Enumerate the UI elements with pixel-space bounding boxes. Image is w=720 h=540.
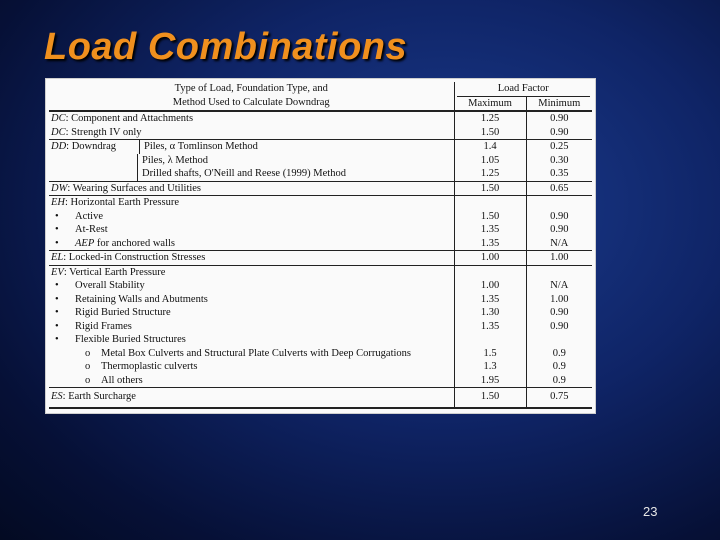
max-value: 1.35 bbox=[454, 320, 526, 334]
header-maximum: Maximum bbox=[454, 97, 526, 112]
load-code: DW bbox=[51, 182, 68, 194]
table-row-ev-overall-stability bbox=[49, 279, 592, 293]
bullet-icon: • bbox=[55, 224, 59, 235]
page-number: 23 bbox=[643, 504, 658, 519]
load-factor-table-image bbox=[45, 78, 596, 414]
load-label: : Strength IV only bbox=[65, 126, 142, 138]
downdrag-method: Piles, α Tomlinson Method bbox=[144, 141, 258, 152]
table-row-eh-active bbox=[49, 210, 592, 224]
load-code: EH bbox=[51, 197, 65, 208]
item-label: At-Rest bbox=[75, 224, 108, 235]
max-value: 1.25 bbox=[454, 111, 526, 126]
header-minimum: Minimum bbox=[526, 97, 592, 112]
load-code: ES bbox=[51, 391, 63, 402]
load-label: : Vertical Earth Pressure bbox=[63, 266, 166, 278]
min-value: 0.65 bbox=[526, 181, 592, 196]
table-row-dc-component bbox=[49, 111, 592, 126]
load-code: DC bbox=[51, 126, 66, 138]
min-value: 0.9 bbox=[526, 374, 592, 388]
bullet-icon: • bbox=[55, 210, 59, 222]
load-code: EV bbox=[51, 266, 64, 278]
max-value: 1.35 bbox=[454, 237, 526, 251]
max-value: 1.35 bbox=[454, 293, 526, 307]
max-value: 1.50 bbox=[454, 126, 526, 140]
bullet-icon: • bbox=[55, 237, 59, 249]
table-row-ev-thermoplastic bbox=[49, 360, 592, 374]
bullet-icon: • bbox=[55, 293, 59, 305]
max-value: 1.50 bbox=[454, 388, 526, 408]
max-value: 1.95 bbox=[454, 374, 526, 388]
table-row-dd-drilled-shafts bbox=[49, 167, 592, 181]
item-label: All others bbox=[101, 374, 143, 386]
table-row-ev-flexible-buried bbox=[49, 333, 592, 347]
downdrag-method: Drilled shafts, O'Neill and Reese (1999) Method bbox=[142, 168, 346, 179]
bullet-icon: • bbox=[55, 307, 59, 318]
table-row-ev-rigid-buried bbox=[49, 306, 592, 320]
table-row-ev-heading bbox=[49, 265, 592, 279]
table-row-eh-aep bbox=[49, 237, 592, 251]
load-label: : Component and Attachments bbox=[65, 113, 194, 124]
item-label: Retaining Walls and Abutments bbox=[75, 293, 208, 305]
item-label: Overall Stability bbox=[75, 280, 145, 291]
min-value: 0.90 bbox=[526, 126, 592, 140]
item-label: Flexible Buried Structures bbox=[75, 334, 186, 345]
table-row-el bbox=[49, 251, 592, 266]
min-value: 0.90 bbox=[550, 210, 569, 222]
max-value: 1.30 bbox=[454, 306, 526, 320]
sub-bullet-icon: o bbox=[85, 374, 91, 386]
min-value: 0.90 bbox=[550, 113, 569, 124]
item-code: AEP bbox=[75, 237, 95, 249]
max-value: 1.00 bbox=[454, 279, 526, 293]
min-value: 0.90 bbox=[550, 224, 569, 235]
item-label: for anchored walls bbox=[94, 237, 176, 249]
header-left-line-2: Method Used to Calculate Downdrag bbox=[172, 96, 330, 108]
load-label: : Downdrag bbox=[66, 141, 117, 152]
table-row-dd-lambda bbox=[49, 154, 592, 168]
max-value: 1.25 bbox=[454, 167, 526, 181]
max-value: 1.3 bbox=[454, 360, 526, 374]
max-value: 1.35 bbox=[454, 223, 526, 237]
table-row-dd-tomlinson bbox=[49, 140, 592, 154]
table-row-eh-at-rest bbox=[49, 223, 592, 237]
item-label: Metal Box Culverts and Structural Plate Culverts with Deep Corrugations bbox=[101, 347, 411, 359]
max-value: 1.5 bbox=[454, 347, 526, 361]
min-value: 1.00 bbox=[550, 293, 569, 305]
header-left-line-1: Type of Load, Foundation Type, and bbox=[174, 83, 328, 94]
table-row-ev-metal-box bbox=[49, 347, 592, 361]
load-code: EL bbox=[51, 252, 64, 263]
sub-bullet-icon: o bbox=[85, 347, 91, 359]
item-label: Rigid Buried Structure bbox=[75, 307, 171, 318]
load-label: : Earth Surcharge bbox=[62, 391, 136, 402]
item-label: Active bbox=[75, 210, 103, 222]
downdrag-method: Piles, λ Method bbox=[142, 154, 209, 166]
load-label: : Locked-in Construction Stresses bbox=[63, 252, 206, 263]
slide-title: Load Combinations bbox=[44, 26, 408, 68]
table-header-row-top bbox=[49, 82, 592, 97]
max-value: 1.50 bbox=[454, 210, 526, 224]
table-row-dc-strength bbox=[49, 126, 592, 140]
header-type-of-load bbox=[49, 82, 454, 111]
table-row-ev-rigid-frames bbox=[49, 320, 592, 334]
sub-bullet-icon: o bbox=[85, 361, 91, 372]
min-value: 0.9 bbox=[552, 347, 566, 359]
min-value: 0.75 bbox=[526, 388, 592, 408]
max-value: 1.00 bbox=[454, 251, 526, 266]
load-code: DC bbox=[51, 113, 66, 124]
load-label: : Horizontal Earth Pressure bbox=[65, 197, 180, 208]
header-load-factor: Load Factor bbox=[454, 82, 592, 97]
min-value: 0.25 bbox=[550, 141, 569, 152]
table-row-es bbox=[49, 388, 592, 408]
table-row-dw bbox=[49, 181, 592, 196]
min-value: 0.30 bbox=[550, 154, 569, 166]
table-row-eh-heading bbox=[49, 196, 592, 210]
load-factor-table bbox=[49, 82, 592, 409]
table-row-ev-all-others bbox=[49, 374, 592, 388]
min-value: 0.90 bbox=[550, 307, 569, 318]
load-code: DD bbox=[51, 141, 67, 152]
min-value: N/A bbox=[550, 280, 569, 291]
table-row-ev-retaining-walls bbox=[49, 293, 592, 307]
min-value: 1.00 bbox=[526, 251, 592, 266]
min-value: N/A bbox=[526, 237, 592, 251]
max-value: 1.05 bbox=[454, 154, 526, 168]
bullet-icon: • bbox=[55, 280, 59, 291]
item-label: Rigid Frames bbox=[75, 320, 132, 332]
max-value: 1.50 bbox=[454, 181, 526, 196]
bullet-icon: • bbox=[55, 334, 59, 345]
min-value: 0.90 bbox=[550, 320, 569, 332]
load-label: : Wearing Surfaces and Utilities bbox=[67, 182, 202, 194]
max-value: 1.4 bbox=[454, 140, 526, 154]
min-value: 0.9 bbox=[552, 361, 566, 372]
min-value: 0.35 bbox=[526, 167, 592, 181]
bullet-icon: • bbox=[55, 320, 59, 332]
item-label: Thermoplastic culverts bbox=[101, 361, 198, 372]
